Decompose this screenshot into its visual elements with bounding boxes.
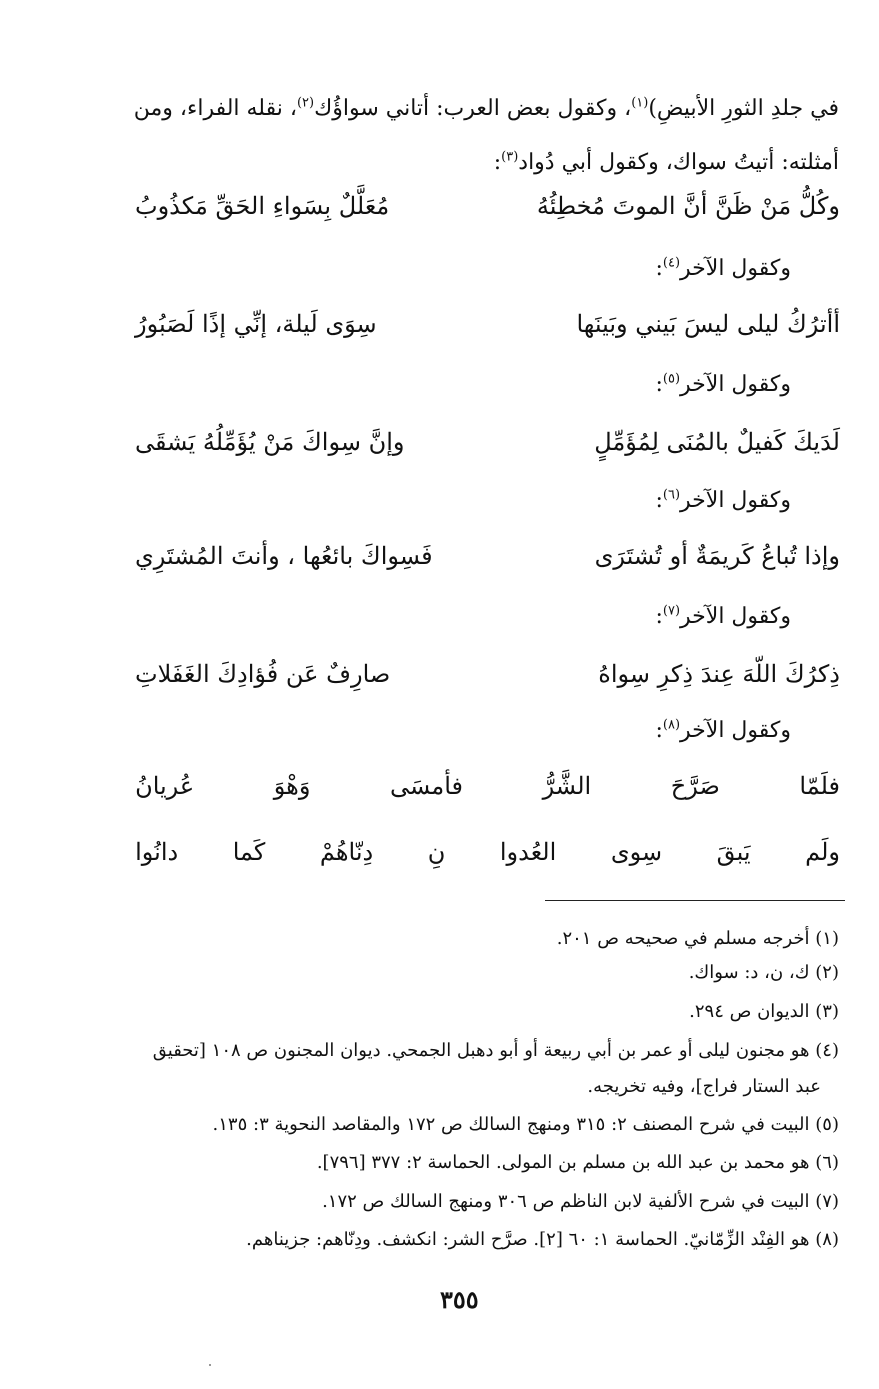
verse-first-hemistich: وكُلُّ مَنْ ظَنَّ أنَّ الموتَ مُخطِئُهُ	[536, 192, 840, 220]
verse-second-hemistich: فَسِواكَ بائعُها ، وأنتَ المُشتَرِي	[135, 542, 433, 570]
footnote-ref-2[interactable]: (٢)	[296, 95, 315, 111]
footnote-ref-6[interactable]: (٦)	[662, 487, 681, 503]
prose-line-2	[124, 150, 839, 175]
quote-intro-7	[655, 604, 791, 629]
verse-word: الشَّرُّ	[542, 772, 592, 800]
footnote-ref-3[interactable]: (٣)	[501, 149, 519, 165]
footnote-8: (٨) هو الفِنْد الزِّمّانيّ. الحماسة ١: ٦٠ [٢]. صرَّح الشر: انكشف. ودِنّاهم: جزيناهم.	[246, 1229, 839, 1250]
verse-second-hemistich: وإنَّ سِواكَ مَنْ يُؤَمِّلُهُ يَشقَى	[135, 428, 405, 456]
verse-first-hemistich: ذِكرُكَ اللّهَ عِندَ ذِكرِ سِواهُ	[598, 660, 840, 688]
verse-2	[135, 310, 840, 350]
verse-second-hemistich: مُعَلَّلٌ بِسَواءِ الحَقِّ مَكذُوبُ	[135, 192, 390, 220]
footnote-ref-8[interactable]: (٨)	[662, 717, 681, 733]
verse-word: كَما	[232, 838, 266, 866]
verse-word: سِوى	[610, 838, 663, 866]
footnote-ref-5[interactable]: (٥)	[662, 371, 681, 387]
footnote-ref-4[interactable]: (٤)	[662, 255, 681, 271]
verse-first-hemistich: أأترُكُ ليلى ليسَ بَيني وبَينَها	[576, 310, 840, 338]
prose-text: ، وكقول بعض العرب: أتاني سواؤُك	[314, 96, 632, 121]
intro-text: وكقول الآخر	[680, 256, 791, 281]
page-number: ٣٥٥	[440, 1285, 479, 1314]
quote-intro-5	[655, 372, 791, 397]
intro-text: وكقول الآخر	[680, 718, 791, 743]
prose-text: في جلدِ الثورِ الأبيضِ)	[648, 96, 839, 121]
intro-text: وكقول الآخر	[680, 488, 791, 513]
verse-3	[135, 428, 840, 468]
footnote-5: (٥) البيت في شرح المصنف ٢: ٣١٥ ومنهج السالك ص ١٧٢ والمقاصد النحوية ٣: ١٣٥.	[212, 1114, 839, 1135]
footnote-6: (٦) هو محمد بن عبد الله بن مسلم بن المولى. الحماسة ٢: ٣٧٧ [٧٩٦].	[316, 1152, 839, 1173]
final-verse-line-1	[135, 772, 840, 812]
intro-colon: :	[655, 256, 663, 281]
footnote-ref-7[interactable]: (٧)	[662, 603, 681, 619]
verse-first-hemistich: وإذا تُباعُ كَريمَةٌ أو تُشتَرَى	[594, 542, 840, 570]
footnote-2: (٢) ك، ن، د: سواك.	[688, 962, 839, 983]
verse-word: فأمسَى	[389, 772, 464, 800]
verse-word: عُريانُ	[135, 772, 195, 800]
verse-word: وَهْوَ	[273, 772, 311, 800]
quote-intro-4	[655, 256, 791, 281]
footnote-separator	[545, 900, 845, 901]
intro-colon: :	[655, 488, 663, 513]
verse-word: نِ	[427, 838, 446, 866]
verse-first-hemistich: لَدَيكَ كَفيلٌ بالمُنَى لِمُؤَمِّلٍ	[594, 428, 840, 456]
verse-1	[135, 192, 840, 232]
scan-speck	[209, 1364, 211, 1366]
intro-colon: :	[655, 604, 663, 629]
intro-text: وكقول الآخر	[680, 604, 791, 629]
verse-word: يَبقَ	[716, 838, 751, 866]
verse-word: العُدوا	[499, 838, 557, 866]
prose-line-1	[124, 96, 839, 121]
intro-text: وكقول الآخر	[680, 372, 791, 397]
footnote-1: (١) أخرجه مسلم في صحيحه ص ٢٠١.	[556, 928, 839, 949]
verse-word: ولَم	[805, 838, 840, 866]
footnote-7: (٧) البيت في شرح الألفية لابن الناظم ص ٣٠٦ ومنهج السالك ص ١٧٢.	[322, 1191, 839, 1212]
footnote-3: (٣) الديوان ص ٢٩٤.	[689, 1001, 839, 1022]
final-verse-line-2	[135, 838, 840, 878]
verse-word: دانُوا	[135, 838, 179, 866]
verse-5	[135, 660, 840, 700]
intro-colon: :	[655, 718, 663, 743]
footnote-4-continuation: عبد الستار فراج]، وفيه تخريجه.	[587, 1076, 821, 1097]
intro-colon: :	[655, 372, 663, 397]
footnote-ref-1[interactable]: (١)	[631, 95, 649, 111]
verse-second-hemistich: سِوَى لَيلة، إنِّي إذًا لَصَبُورُ	[135, 310, 377, 338]
verse-word: فلَمّا	[799, 772, 840, 800]
verse-word: دِنّاهُمْ	[319, 838, 374, 866]
verse-word: صَرَّحَ	[670, 772, 720, 800]
verse-4	[135, 542, 840, 582]
quote-intro-6	[655, 488, 791, 513]
quote-intro-8	[655, 718, 791, 743]
prose-text: أمثلته: أتيتُ سواك، وكقول أبي دُواد	[518, 150, 839, 175]
verse-second-hemistich: صارِفٌ عَن فُؤادِكَ الغَفَلاتِ	[135, 660, 391, 688]
prose-text: :	[493, 150, 502, 175]
prose-text: ، نقله الفراء، ومن	[133, 96, 297, 121]
footnote-4: (٤) هو مجنون ليلى أو عمر بن أبي ربيعة أو أبو دهبل الجمحي. ديوان المجنون ص ١٠٨ [تحقيق	[152, 1040, 839, 1061]
